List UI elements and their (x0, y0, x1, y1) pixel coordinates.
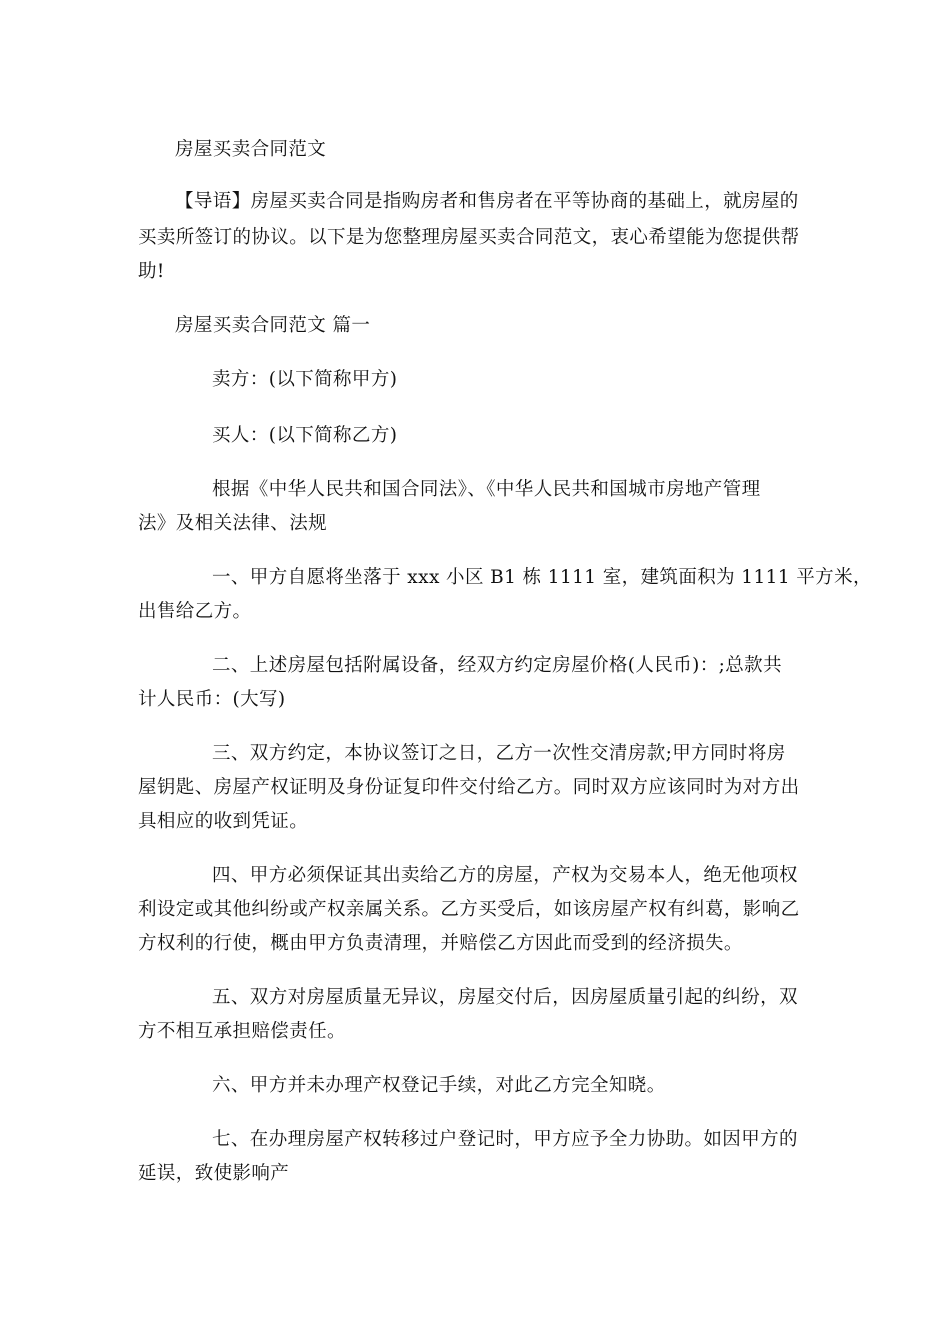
clause-7-line-2: 延误，致使影响产 (138, 1163, 290, 1184)
section-title: 房屋买卖合同范文 篇一 (175, 315, 371, 336)
clause-3-line-2: 屋钥匙、房屋产权证明及身份证复印件交付给乙方。同时双方应该同时为对方出 (138, 777, 800, 798)
clause-5-line-1: 五、双方对房屋质量无异议，房屋交付后，因房屋质量引起的纠纷，双 (212, 987, 798, 1008)
intro-line-3: 助! (138, 261, 165, 282)
clause-1-line-2: 出售给乙方。 (138, 601, 252, 622)
intro-line-1: 【导语】房屋买卖合同是指购房者和售房者在平等协商的基础上，就房屋的 (175, 191, 799, 212)
clause-2-line-2: 计人民币：(大写) (138, 689, 286, 710)
clause-2-line-1: 二、上述房屋包括附属设备，经双方约定房屋价格(人民币)：;总款共 (212, 655, 782, 676)
clause-4-line-2: 利设定或其他纠纷或产权亲属关系。乙方买受后，如该房屋产权有纠葛，影响乙 (138, 899, 800, 920)
basis-line-1: 根据《中华人民共和国合同法》、《中华人民共和国城市房地产管理 (212, 479, 761, 500)
buyer-line: 买人：(以下简称乙方) (212, 425, 398, 446)
clause-1-line-1: 一、甲方自愿将坐落于 xxx 小区 B1 栋 1111 室，建筑面积为 1111 平方米， (212, 567, 872, 588)
intro-line-2: 买卖所签订的协议。以下是为您整理房屋买卖合同范文，衷心希望能为您提供帮 (138, 227, 800, 248)
seller-line: 卖方：(以下简称甲方) (212, 369, 398, 390)
clause-3-line-1: 三、双方约定，本协议签订之日，乙方一次性交清房款;甲方同时将房 (212, 743, 786, 764)
clause-5-line-2: 方不相互承担赔偿责任。 (138, 1021, 346, 1042)
clause-4-line-3: 方权利的行使，概由甲方负责清理，并赔偿乙方因此而受到的经济损失。 (138, 933, 743, 954)
document-title: 房屋买卖合同范文 (175, 139, 327, 160)
clause-7-line-1: 七、在办理房屋产权转移过户登记时，甲方应予全力协助。如因甲方的 (212, 1129, 798, 1150)
clause-3-line-3: 具相应的收到凭证。 (138, 811, 309, 832)
clause-6-line: 六、甲方并未办理产权登记手续，对此乙方完全知晓。 (212, 1075, 666, 1096)
basis-line-2: 法》及相关法律、法规 (138, 513, 328, 534)
clause-4-line-1: 四、甲方必须保证其出卖给乙方的房屋，产权为交易本人，绝无他项权 (212, 865, 798, 886)
